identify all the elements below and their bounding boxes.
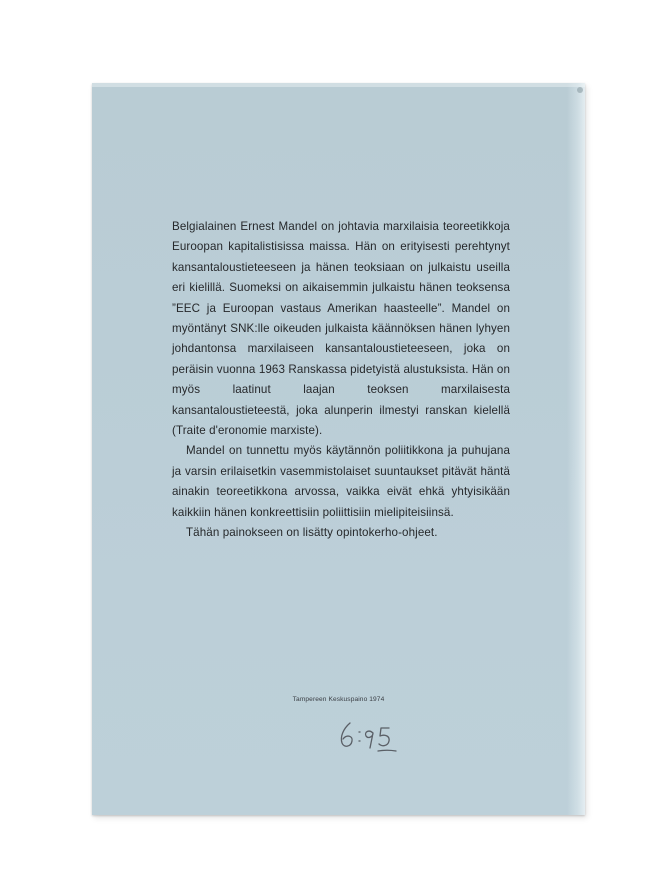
blurb-paragraph-2: Mandel on tunnettu myös käytännön poliitikkona ja puhujana ja varsin erilaisetkin vasemmistolaiset suuntaukset pitävät häntä ainakin teoreetikkona arvossa, vaikka eivät ehkä yhtyisikään kaikkiin hänen konkreettisiin poliittisiin mielipiteisiinsä. bbox=[172, 444, 510, 519]
book-back-cover bbox=[92, 83, 585, 815]
back-cover-blurb bbox=[172, 217, 510, 544]
blurb-paragraph-1: Belgialainen Ernest Mandel on johtavia marxilaisia teoreetikkoja Euroopan kapitalistisissa maissa. Hän on erityisesti perehtynyt kansantaloustieteeseen ja hänen teoksiaan on julkaistu useilla eri kielillä. Suomeksi on aikaisemmin julkaistu hänen teoksensa ”EEC ja Euroopan vastaus Amerikan haasteelle”. Mandel on myöntänyt SNK:lle oikeuden julkaista käännöksen hänen lyhyen johdantonsa marxilaiseen kansantaloustieteeseen, joka on peräisin vuonna 1963 Ranskassa pidetyistä alustuksista. Hän on myös laatinut laajan teoksen marxilaisesta kansantaloustieteestä, joka alunperin ilmestyi ranskan kielellä (Traite d'eronomie marxiste). bbox=[172, 220, 510, 438]
cover-corner-wear bbox=[577, 87, 583, 93]
cover-top-edge bbox=[92, 83, 585, 87]
cover-spine-edge bbox=[567, 83, 585, 815]
printer-imprint: Tampereen Keskuspaino 1974 bbox=[292, 696, 385, 703]
blurb-paragraph-3: Tähän painokseen on lisätty opintokerho-ohjeet. bbox=[186, 526, 438, 540]
handwritten-price-mark bbox=[334, 715, 404, 759]
